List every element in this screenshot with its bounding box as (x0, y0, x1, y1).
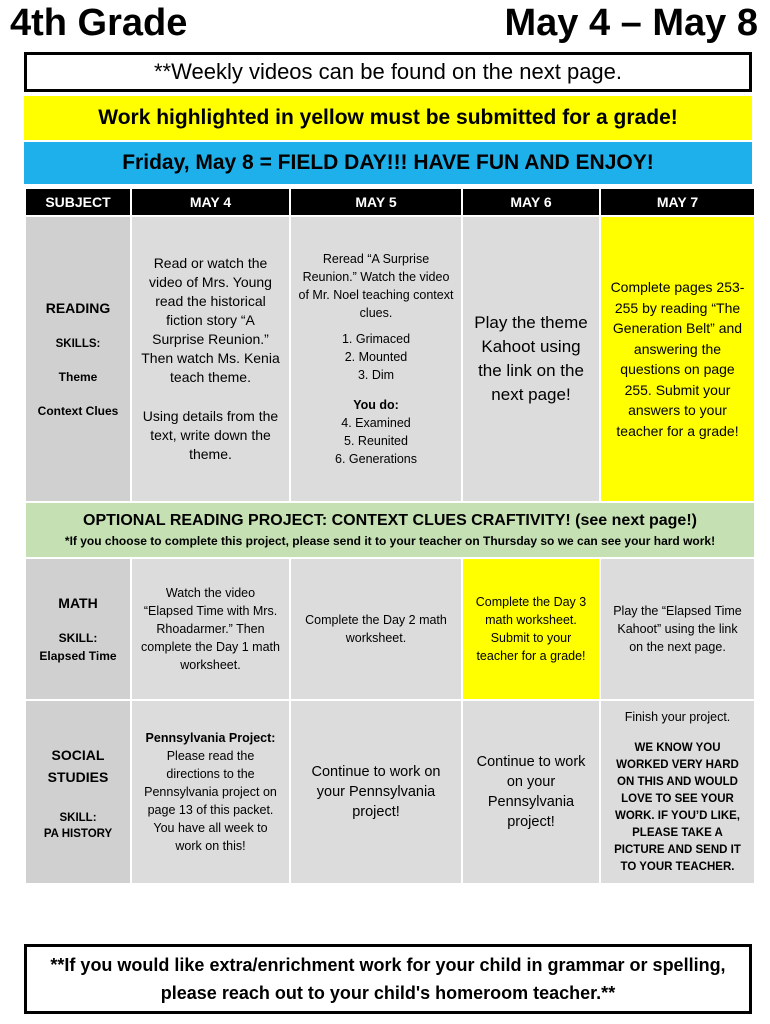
social-subject-line1: SOCIAL (51, 747, 105, 763)
reading-subject: READING (45, 300, 111, 316)
math-may6: Complete the Day 3 math worksheet. Submit to your teacher for a grade! (463, 559, 599, 699)
reading-subject-cell (26, 217, 130, 501)
reading-may5 (291, 217, 461, 501)
reading-may5-p1: Reread “A Surprise Reunion.” Watch the video of Mr. Noel teaching context clues. (298, 252, 454, 320)
social-skill-label: SKILL: (59, 812, 97, 824)
context-clue-list (297, 330, 455, 384)
math-subject: MATH (58, 595, 98, 611)
optional-project-subtitle: *If you choose to complete this project, please send it to your teacher on Thursday so we can see your hard work! (64, 534, 716, 548)
social-studies-row (26, 701, 754, 883)
list-item: 2. Mounted (344, 350, 408, 364)
list-item: 5. Reunited (344, 434, 408, 448)
optional-project-title: OPTIONAL READING PROJECT: CONTEXT CLUES CRAFTIVITY! (see next page!) (83, 512, 697, 529)
math-row (26, 559, 754, 699)
yellow-note-banner: Work highlighted in yellow must be submitted for a grade! (24, 96, 752, 140)
reading-may4-p1: Read or watch the video of Mrs. Young read the historical fiction story “A Surprise Reunion.” Then watch Ms. Kenia teach theme. (141, 255, 280, 385)
optional-project-cell (26, 503, 754, 557)
math-subject-cell (26, 559, 130, 699)
math-may4: Watch the video “Elapsed Time with Mrs. Rhoadarmer.” Then complete the Day 1 math worksheet. (132, 559, 289, 699)
col-may5: MAY 5 (291, 189, 461, 215)
reading-skills-label: SKILLS: (55, 338, 101, 350)
list-item: 6. Generations (335, 452, 417, 466)
grade-title: 4th Grade (10, 2, 188, 44)
you-do-label: You do: (353, 398, 399, 412)
social-may4 (132, 701, 289, 883)
math-may5: Complete the Day 2 math worksheet. (291, 559, 461, 699)
list-item: 1. Grimaced (341, 332, 411, 346)
list-item: 4. Examined (341, 416, 411, 430)
reading-skill-theme: Theme (58, 370, 98, 384)
optional-row (26, 503, 754, 557)
math-skill: Elapsed Time (39, 649, 117, 663)
share-work-note: WE KNOW YOU WORKED VERY HARD ON THIS AND WOULD LOVE TO SEE YOUR WORK. IF YOU’D LIKE, PLEASE TAKE A PICTURE AND SEND IT TO YOUR TEACHER. (614, 742, 741, 873)
social-may7 (601, 701, 754, 883)
col-may4: MAY 4 (132, 189, 289, 215)
math-may7: Play the “Elapsed Time Kahoot” using the link on the next page. (601, 559, 754, 699)
col-may7: MAY 7 (601, 189, 754, 215)
reading-skill-context: Context Clues (37, 404, 119, 418)
social-subject-cell (26, 701, 130, 883)
field-day-banner: Friday, May 8 = FIELD DAY!!! HAVE FUN AND ENJOY! (24, 142, 752, 184)
reading-may4-p2: Using details from the text, write down the theme. (142, 408, 279, 462)
reading-may7: Complete pages 253-255 by reading “The Generation Belt” and answering the questions on page 255. Submit your answers to your teacher for a grade! (601, 217, 754, 501)
social-skill: PA HISTORY (43, 828, 113, 840)
list-item: 3. Dim (357, 368, 395, 382)
videos-banner: **Weekly videos can be found on the next page. (24, 52, 752, 92)
reading-may6: Play the theme Kahoot using the link on the next page! (463, 217, 599, 501)
col-subject: SUBJECT (26, 189, 130, 215)
col-may6: MAY 6 (463, 189, 599, 215)
reading-row (26, 217, 754, 501)
reading-may4 (132, 217, 289, 501)
social-may6: Continue to work on your Pennsylvania project! (463, 701, 599, 883)
pa-project-title: Pennsylvania Project: (145, 731, 276, 745)
pa-project-body: Please read the directions to the Pennsylvania project on page 13 of this packet. You have all week to work on this! (144, 749, 277, 853)
schedule-table (24, 187, 756, 885)
week-title: May 4 – May 8 (504, 2, 758, 44)
enrichment-note: **If you would like extra/enrichment work for your child in grammar or spelling, please reach out to your child's homeroom teacher.** (24, 944, 752, 1014)
social-subject-line2: STUDIES (47, 769, 109, 785)
social-may5: Continue to work on your Pennsylvania project! (291, 701, 461, 883)
finish-project-text: Finish your project. (624, 710, 731, 724)
math-skill-label: SKILL: (58, 631, 98, 645)
header-row (26, 189, 754, 215)
